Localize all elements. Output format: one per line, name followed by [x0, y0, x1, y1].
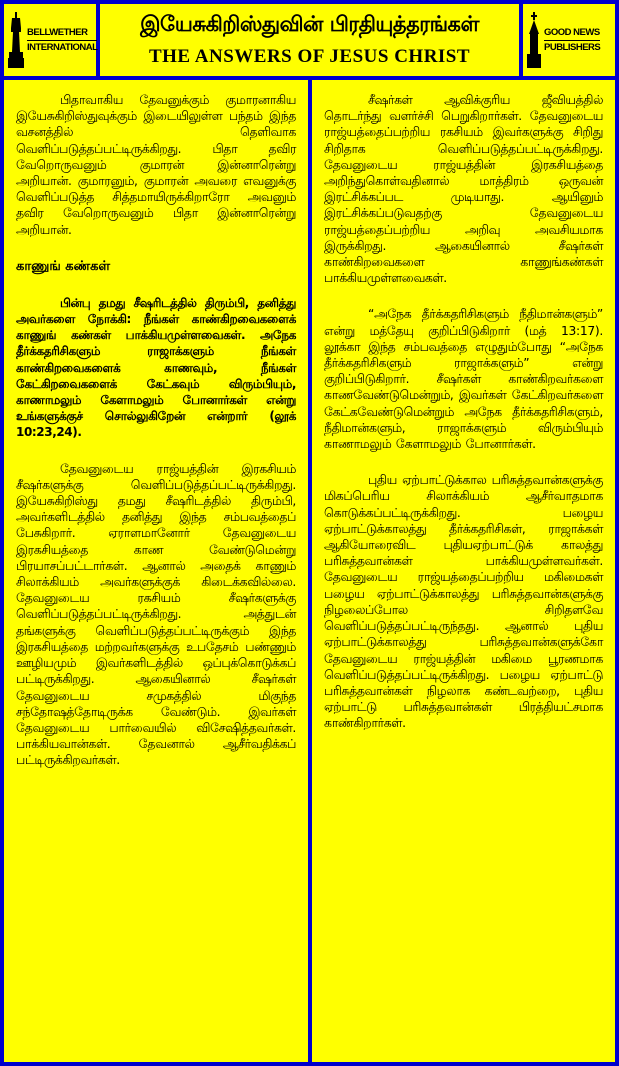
logo-right-line1: GOOD NEWS	[544, 26, 600, 38]
right-paragraph-2: “அநேக தீர்க்கதரிசிகளும் நீதிமான்களும்” என்று மத்தேயு குறிப்பிடுகிறார் (மத் 13:17). லூக்கா இந்த சம்பவத்தை எழுதும்போது “அநேக தீர்க்கதரிசிகளும் ராஜாக்களும்” என்று குறிப்பிடுகிறார். சீஷர்கள் காண்கிறவர்களை காணவேண்டுமென்றும், இவர்கள் கேட்கிறவர்களை கேட்கவேண்டுமென்றும் அநேக தீர்க்கதரிசிகளும், நீதிமான்களும், ராஜாக்களும் விரும்பியும் காணாமலும் கேளாமலும் போனார்கள்.	[324, 307, 603, 452]
bellwether-logo	[4, 4, 96, 76]
section-heading: காணுங் கண்கள்	[16, 258, 111, 274]
scripture-quote: பின்பு தமது சீஷரிடத்தில் திரும்பி, தனித்து அவர்களை நோக்கி: நீங்கள் காண்கிறவைகளைக் காணுங் கண்கள் பாக்கியமுள்ளவைகள். அநேக தீர்க்கதரிசிகளும் ராஜாக்களும் நீங்கள் காண்கிறவைகளைக் காணவும், நீங்கள் கேட்கிறவைகளைக் கேட்கவும் விரும்பியும், காணாமலும் கேளாமலும் போனார்கள் என்று உங்களுக்குச் சொல்லுகிறேன் என்றார் (லூக் 10:23,24).	[16, 295, 296, 440]
logo-right-line2: PUBLISHERS	[544, 41, 601, 53]
church-icon	[527, 12, 541, 68]
good-news-logo	[523, 4, 615, 76]
right-column	[312, 80, 615, 1062]
left-paragraph-1: பிதாவாகிய தேவனுக்கும் குமாரனாகிய இயேசுகிறிஸ்துவுக்கும் இடையிலுள்ள பந்தம் இந்த வசனத்தில் தெளிவாக வெளிப்படுத்தப்பட்டிருக்கிறது. பிதா தவிர வேறொருவனும் குமாரன் இன்னாரென்று அறியான். குமாரனும், குமாரன் அவரை எவனுக்கு வெளிப்படுத்த சித்தமாயிருக்கிறாரோ அவனும் தவிர வேறொருவனும் பிதா இன்னாரென்று அறியான்.	[16, 93, 296, 237]
right-paragraph-3: புதிய ஏற்பாட்டுக்கால பரிசுத்தவான்களுக்கு மிகப்பெரிய சிலாக்கியம் ஆசீர்வாதமாக கொடுக்கப்பட்டிருக்கிறது. பழைய ஏற்பாட்டுக்காலத்து தீர்க்கதரிசிகள், ராஜாக்கள் ஆகியோரைவிட புதியஏற்பாட்டுக் காலத்து பரிசுத்தவான்கள் பாக்கியமுள்ளவர்கள். தேவனுடைய ராஜ்யத்தைப்பற்றிய மகிமைகள் பழைய ஏற்பாட்டுக்காலத்து பரிசுத்தவான்களுக்கு நிழலைப்போல சிறிதளவே வெளிப்படுத்தப்பட்டிருந்தது. ஆனால் புதிய ஏற்பாட்டுக்காலத்து பரிசுத்தவான்களுக்கோ தேவனுடைய ராஜ்யத்தின் மகிமை பூரணமாக வெளிப்படுத்தப்பட்டிருக்கிறது. பழைய ஏற்பாட்டு பரிசுத்தவான்கள் நிழலாக கண்டவற்றை, புதிய ஏற்பாட்டு பரிசுத்தவான்கள் பிரத்தியட்சமாக காண்கிறார்கள்.	[324, 473, 603, 731]
bell-tower-icon	[8, 12, 24, 68]
logo-left-line1: BELLWETHER	[27, 26, 88, 38]
page-title-english: THE ANSWERS OF JESUS CHRIST	[148, 46, 471, 67]
page-title-tamil: இயேசுகிறிஸ்துவின் பிரதியுத்தரங்கள்	[140, 12, 479, 36]
left-paragraph-2: தேவனுடைய ராஜ்யத்தின் இரகசியம் சீஷர்களுக்கு வெளிப்படுத்தப்பட்டிருக்கிறது. இயேசுகிறிஸ்து தமது சீஷரிடத்தில் திரும்பி, அவர்களிடத்தில் தனித்து இந்த சம்பவத்தைப் பேசுகிறார். ஏராளமானோர் தேவனுடைய இரகசியத்தை காண வேண்டுமென்று பிரயாசப்பட்டார்கள். ஆனால் அதைக் காணும் சிலாக்கியம் அவர்களுக்குக் கிடைக்கவில்லை. தேவனுடைய ரகசியம் சீஷர்களுக்கு வெளிப்படுத்தப்பட்டிருக்கிறது. அத்துடன் தங்களுக்கு வெளிப்படுத்தப்பட்டிருக்கும் இந்த இரகசியத்தை மற்றவர்களுக்கு உபதேசம் பண்ணும் ஊழியமும் இவர்களிடத்தில் ஒப்புக்கொடுக்கப் பட்டிருக்கிறது. ஆகையினால் சீஷர்கள் தேவனுடைய சமுகத்தில் மிகுந்த சந்தோஷத்தோடிருக்க வேண்டும். இவர்கள் தேவனுடைய பார்வையில் விசேஷித்தவர்கள். பாக்கியவான்கள். தேவனால் ஆசீர்வதிக்கப் பட்டிருக்கிறவர்கள்.	[16, 461, 296, 768]
left-column	[4, 80, 308, 1062]
page-header	[100, 4, 519, 76]
logo-left-line2: INTERNATIONAL	[27, 41, 98, 53]
right-paragraph-1: சீஷர்கள் ஆவிக்குரிய ஜீவியத்தில் தொடர்ந்து வளர்ச்சி பெறுகிறார்கள். தேவனுடைய ராஜ்யத்தைப்பற்றிய ரகசியம் இவர்களுக்கு சிறிது சிறிதாக வெளிப்படுத்தப்பட்டிருக்கிறது. தேவனுடைய ராஜ்யத்தின் இரகசியத்தை அறிந்துகொள்வதினால் மாத்திரம் ஒருவன் இரட்சிக்கப்பட முடியாது. ஆயினும் இரட்சிக்கப்படுவதற்கு தேவனுடைய ராஜ்யத்தைப்பற்றிய அறிவு அவசியமாக இருக்கிறது. ஆகையினால் சீஷர்கள் காண்கிறவைகளை காணுங்கண்கள் பாக்கியமுள்ளவைகள்.	[324, 93, 603, 286]
